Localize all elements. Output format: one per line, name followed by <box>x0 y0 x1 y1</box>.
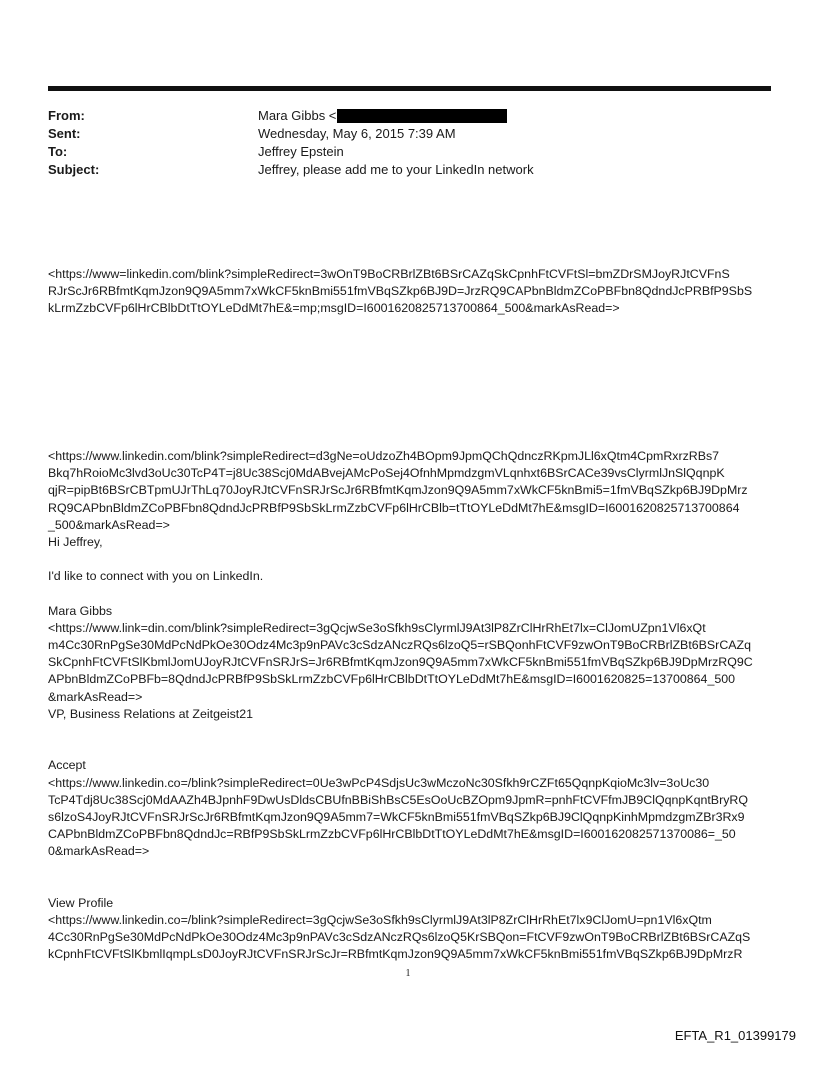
link-line[interactable]: <https://www.linkedin.co=/blink?simpleRedirect=0Ue3wPcP4SdjsUc3wMczoNc30Sfkh9rCZFt65QqnpKqioMc3lv=3oUc30 <box>48 775 710 790</box>
link-line[interactable]: qjR=pipBt6BSrCBTpmUJrThLq70JoyRJtCVFnSRJrScJr6RBfmtKqmJzon9Q9A5mm7xWkCF5knBmi5=1fmVBqSZkp6BJ9DpMrz <box>48 483 748 498</box>
from-value <box>258 107 771 125</box>
greeting: Hi Jeffrey, <box>48 534 103 549</box>
link-line[interactable]: CAPbnBldmZCoPBFbn8QdndJc=RBfP9SbSkLrmZzbCVFp6lHrCBlbDtTtOYLeDdMt7hE&msgID=I600162082571370086=_50 <box>48 827 736 842</box>
accept-label: Accept <box>48 758 86 773</box>
email-header <box>48 107 771 179</box>
top-rule <box>48 86 771 91</box>
page-number: 1 <box>405 968 411 979</box>
link-line[interactable]: kLrmZzbCVFp6lHrCBlbDtTtOYLeDdMt7hE&=mp;msgID=I6001620825713700864_500&markAsRead=> <box>48 301 620 316</box>
blank-line <box>48 740 778 757</box>
from-name: Mara Gibbs < <box>258 108 337 123</box>
subject-label: Subject: <box>48 162 100 177</box>
document-id: EFTA_R1_01399179 <box>674 1028 796 1043</box>
link-line[interactable]: _500&markAsRead=> <box>48 517 170 532</box>
subject-value: Jeffrey, please add me to your LinkedIn network <box>258 162 534 177</box>
blank-line <box>48 878 778 895</box>
link-line[interactable]: RJrScJr6RBfmtKqmJzon9Q9A5mm7xWkCF5knBmi551fmVBqSZkp6BJ9D=JrzRQ9CAPbnBldmZCoPBFbn8QdndJcPRBfP9SbS <box>48 284 753 299</box>
blank-line <box>48 586 778 603</box>
link-line[interactable]: m4Cc30RnPgSe30MdPcNdPkOe30Odz4Mc3p9nPAVc3cSdzANczRQs6lzoQ5=rSBQonhFtCVF9zwOnT9BoCRBrlZBt6BSrCAZq <box>48 638 751 653</box>
sender-name: Mara Gibbs <box>48 603 113 618</box>
to-label: To: <box>48 144 68 159</box>
link-line[interactable]: TcP4Tdj8Uc38Scj0MdAAZh4BJpnhF9DwUsDldsCBUfnBBiShBsC5EsOoUcBZOpm9JpmR=pnhFtCVFfmJB9ClQqnpKqntBryRQ <box>48 792 748 807</box>
link-line[interactable]: <https://www.link=din.com/blink?simpleRedirect=3gQcjwSe3oSfkh9sClyrmlJ9At3lP8ZrClHrRhEt7lx=ClJomUZpn1Vl6xQt <box>48 620 706 635</box>
link-line[interactable]: s6lzoS4JoyRJtCVFnSRJrScJr6RBfmtKqmJzon9Q9A5mm7=WkCF5knBmi551fmVBqSZkp6BJ9ClQqnpKinhMpmdzgmZBr3Rx9 <box>48 809 745 824</box>
link-line[interactable]: <https://www.linkedin.co=/blink?simpleRedirect=3gQcjwSe3oSfkh9sClyrmlJ9At3lP8ZrClHrRhEt7lx9ClJomU=pn1Vl6xQtm <box>48 913 712 928</box>
blank-line <box>48 861 778 878</box>
link-line[interactable]: SkCpnhFtCVFtSlKbmlJomUJoyRJtCVFnSRJrS=Jr6RBfmtKqmJzon9Q9A5mm7xWkCF5knBmi551fmVBqSZkp6BJ9DpMrzRQ9C <box>48 655 753 670</box>
to-value: Jeffrey Epstein <box>258 144 344 159</box>
from-label: From: <box>48 108 85 123</box>
link-line[interactable]: APbnBldmZCoPBFb=8QdndJcPRBfP9SbSkLrmZzbCVFp6lHrCBlbDtTtOYLeDdMt7hE&msgID=I6001620825=13700864_500 <box>48 672 736 687</box>
sender-title: VP, Business Relations at Zeitgeist21 <box>48 706 254 721</box>
redaction-bar <box>337 109 507 123</box>
link-line[interactable]: 4Cc30RnPgSe30MdPcNdPkOe30Odz4Mc3p9nPAVc3cSdzANczRQs6lzoQ5KrSBQon=FtCVF9zwOnT9BoCRBrlZBt6BSrCAZqS <box>48 930 751 945</box>
link-line[interactable]: RQ9CAPbnBldmZCoPBFbn8QdndJcPRBfP9SbSkLrmZzbCVFp6lHrCBlb=tTtOYLeDdMt7hE&msgID=I6001620825713700864 <box>48 500 740 515</box>
sent-value: Wednesday, May 6, 2015 7:39 AM <box>258 126 456 141</box>
link-line[interactable]: Bkq7hRoioMc3lvd3oUc30TcP4T=j8Uc38Scj0MdABvejAMcPoSej4OfnhMpmdzgmVLqnhxt6BSrCACe39vsClyrmlJnSlQqnpK <box>48 466 725 481</box>
link-line[interactable]: 0&markAsRead=> <box>48 844 150 859</box>
link-line[interactable]: <https://www.linkedin.com/blink?simpleRedirect=d3gNe=oUdzoZh4BOpm9JpmQChQdnczRKpmJLl6xQtm4CpmRxrzRBs7 <box>48 449 720 463</box>
sent-label: Sent: <box>48 126 81 141</box>
link-line[interactable]: &markAsRead=> <box>48 689 143 704</box>
blank-line <box>48 723 778 740</box>
view-profile-label: View Profile <box>48 895 114 910</box>
blank-line <box>48 551 778 568</box>
to-row <box>48 143 771 161</box>
link-line[interactable]: kCpnhFtCVFtSlKbmlIqmpLsD0JoyRJtCVFnSRJrScJr=RBfmtKqmJzon9Q9A5mm7xWkCF5knBmi551fmVBqSZkp6BJ9DpMrzR <box>48 947 743 962</box>
message-text: I'd like to connect with you on LinkedIn. <box>48 569 264 584</box>
message-body <box>48 448 778 964</box>
link-line[interactable]: <https://www=linkedin.com/blink?simpleRedirect=3wOnT9BoCRBrlZBt6BSrCAZqSkCpnhFtCVFtSl=bmZDrSMJoyRJtCVFnS <box>48 267 730 281</box>
link-block-1[interactable] <box>48 266 778 318</box>
sent-row <box>48 125 771 143</box>
subject-row <box>48 161 771 179</box>
from-row <box>48 107 771 125</box>
